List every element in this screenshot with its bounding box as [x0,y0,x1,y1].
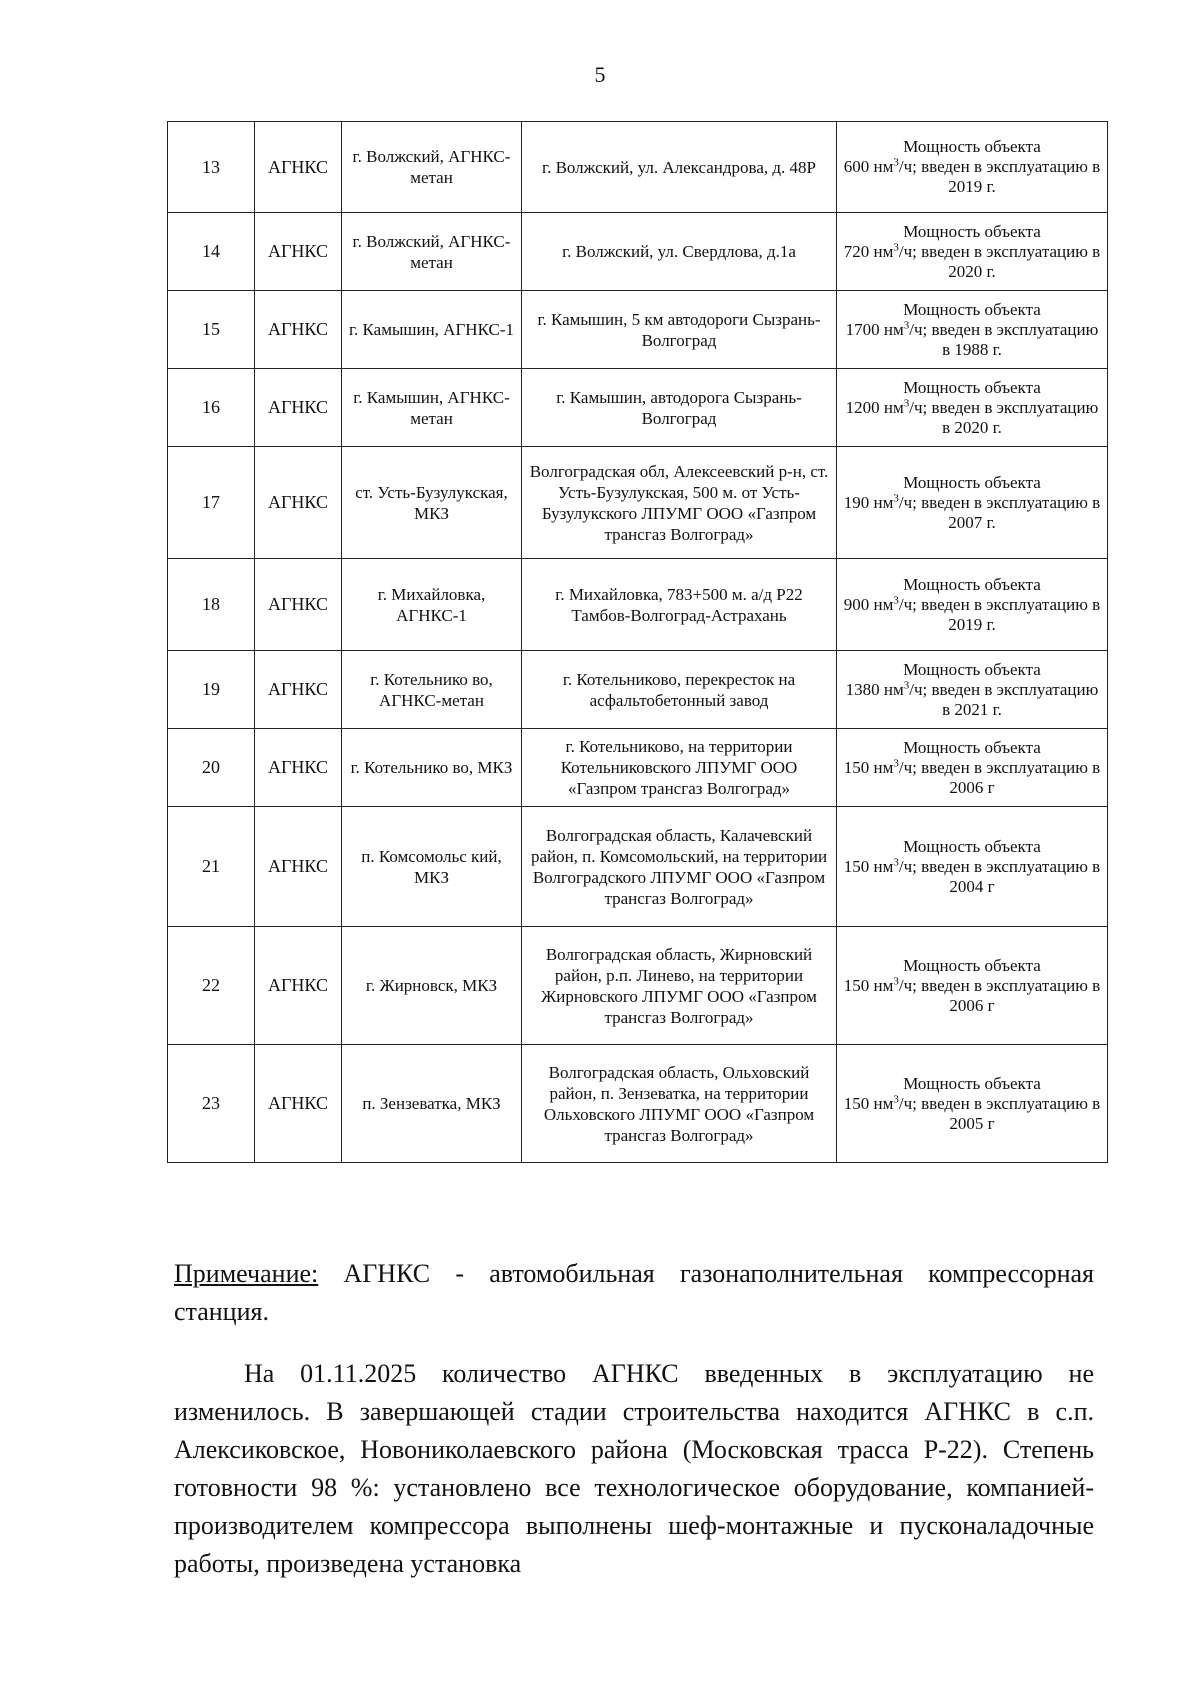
capacity-title: Мощность объекта [903,377,1041,397]
table-row [168,927,1108,1045]
station-capacity: Мощность объекта 150 $нм^3/ч$; введен в эксплуатацию в 2004 г [837,807,1108,927]
capacity-unit: /ч; введен в эксплуатацию в 2019 г. [898,594,1101,634]
station-capacity: Мощность объекта 150 $нм^3/ч$; введен в эксплуатацию в 2006 г [837,729,1108,807]
station-address: Волгоградская обл, Алексеевский р-н, ст. Усть-Бузулукская, 500 м. от Усть-Бузулукского ЛПУМГ ООО «Газпром трансгаз Волгоград» [522,447,837,559]
station-address: г. Михайловка, 783+500 м. а/д Р22 Тамбов-Волгоград-Астрахань [522,559,837,651]
capacity-title: Мощность объекта [903,737,1041,757]
row-number: 21 [168,807,255,927]
station-type: АГНКС [255,651,342,729]
station-name: г. Волжский, АГНКС-метан [342,122,522,213]
station-name: п. Комсомольс кий, МКЗ [342,807,522,927]
capacity-value: 900 нм [843,594,894,614]
station-capacity: Мощность объекта 1200 $нм^3/ч$; введен в эксплуатацию в 2020 г. [837,369,1108,447]
station-capacity: Мощность объекта 150 $нм^3/ч$; введен в эксплуатацию в 2005 г [837,1045,1108,1163]
capacity-value: 1200 нм [845,397,904,417]
capacity-title: Мощность объекта [903,1073,1041,1093]
page-number: 5 [594,62,606,87]
station-address: г. Волжский, ул. Свердлова, д.1а [522,213,837,291]
row-number: 19 [168,651,255,729]
capacity-value: 1700 нм [845,319,904,339]
capacity-title: Мощность объекта [903,574,1041,594]
row-number: 16 [168,369,255,447]
station-type: АГНКС [255,213,342,291]
station-address: Волгоградская область, Жирновский район, р.п. Линево, на территории Жирновского ЛПУМГ ООО «Газпром трансгаз Волгоград» [522,927,837,1045]
table-row [168,651,1108,729]
capacity-title: Мощность объекта [903,955,1041,975]
note-label: Примечание: [174,1259,319,1288]
station-type: АГНКС [255,1045,342,1163]
note-text: АГНКС - автомобильная газонаполнительная компрессорная станция. [174,1259,1095,1326]
station-address: г. Камышин, автодорога Сызрань-Волгоград [522,369,837,447]
station-name: г. Камышин, АГНКС-1 [342,291,522,369]
capacity-unit: /ч; введен в эксплуатацию в 2021 г. [909,679,1099,719]
station-capacity: Мощность объекта 720 $нм^3/ч$; введен в эксплуатацию в 2020 г. [837,213,1108,291]
station-capacity: Мощность объекта 600 $нм^3/ч$; введен в эксплуатацию в 2019 г. [837,122,1108,213]
station-type: АГНКС [255,291,342,369]
capacity-value: 150 нм [843,856,894,876]
row-number: 22 [168,927,255,1045]
row-number: 13 [168,122,255,213]
capacity-unit: /ч; введен в эксплуатацию в 2004 г [898,856,1101,896]
table-row [168,559,1108,651]
capacity-value: 150 нм [843,757,894,777]
station-capacity: Мощность объекта 900 $нм^3/ч$; введен в эксплуатацию в 2019 г. [837,559,1108,651]
capacity-title: Мощность объекта [903,299,1041,319]
capacity-unit: /ч; введен в эксплуатацию в 2020 г. [909,397,1099,437]
station-name: г. Волжский, АГНКС-метан [342,213,522,291]
capacity-title: Мощность объекта [903,836,1041,856]
row-number: 23 [168,1045,255,1163]
table-row [168,369,1108,447]
station-address: г. Камышин, 5 км автодороги Сызрань-Волгоград [522,291,837,369]
row-number: 15 [168,291,255,369]
capacity-unit: /ч; введен в эксплуатацию в 1988 г. [909,319,1099,359]
station-capacity: Мощность объекта 1380 $нм^3/ч$; введен в эксплуатацию в 2021 г. [837,651,1108,729]
capacity-unit: /ч; введен в эксплуатацию в 2006 г [898,757,1101,797]
table-row [168,447,1108,559]
station-type: АГНКС [255,807,342,927]
station-address: г. Волжский, ул. Александрова, д. 48Р [522,122,837,213]
station-type: АГНКС [255,927,342,1045]
stations-table [167,121,1108,1163]
row-number: 14 [168,213,255,291]
capacity-value: 600 нм [843,157,894,176]
table-row [168,213,1108,291]
row-number: 17 [168,447,255,559]
table-row [168,122,1108,213]
capacity-value: 150 нм [843,1093,894,1113]
capacity-title: Мощность объекта [903,472,1041,492]
table-row [168,807,1108,927]
table-row [168,729,1108,807]
capacity-unit: /ч; введен в эксплуатацию в 2019 г. [898,157,1101,196]
body-paragraph [174,1355,1094,1583]
station-capacity: Мощность объекта 150 $нм^3/ч$; введен в эксплуатацию в 2006 г [837,927,1108,1045]
station-address: Волгоградская область, Ольховский район, п. Зензеватка, на территории Ольховского ЛПУМГ ООО «Газпром трансгаз Волгоград» [522,1045,837,1163]
capacity-value: 190 нм [843,492,894,512]
station-name: ст. Усть-Бузулукская, МКЗ [342,447,522,559]
station-address: г. Котельниково, на территории Котельниковского ЛПУМГ ООО «Газпром трансгаз Волгоград» [522,729,837,807]
station-address: Волгоградская область, Калачевский район, п. Комсомольский, на территории Волгоградского ЛПУМГ ООО «Газпром трансгаз Волгоград» [522,807,837,927]
capacity-title: Мощность объекта [903,137,1041,156]
capacity-unit: /ч; введен в эксплуатацию в 2005 г [898,1093,1101,1133]
capacity-unit: /ч; введен в эксплуатацию в 2006 г [898,975,1101,1015]
capacity-title: Мощность объекта [903,221,1041,241]
station-name: п. Зензеватка, МКЗ [342,1045,522,1163]
station-type: АГНКС [255,122,342,213]
station-address: г. Котельниково, перекресток на асфальтобетонный завод [522,651,837,729]
station-name: г. Камышин, АГНКС-метан [342,369,522,447]
capacity-value: 1380 нм [845,679,904,699]
capacity-title: Мощность объекта [903,659,1041,679]
paragraph-text: На 01.11.2025 количество АГНКС введенных в эксплуатацию не изменилось. В завершающей стадии строительства находится АГНКС в с.п. Алексиковское, Новониколаевского района (Московская трасса Р-22). Степень готовности 98 %: установлено все технологическое оборудование, компанией-производителем компрессора выполнены шеф-монтажные и пусконаладочные работы, произведена установка [174,1359,1094,1578]
capacity-value: 720 нм [843,241,894,261]
capacity-unit: /ч; введен в эксплуатацию в 2020 г. [898,241,1101,281]
station-type: АГНКС [255,447,342,559]
table-row [168,1045,1108,1163]
capacity-unit: /ч; введен в эксплуатацию в 2007 г. [898,492,1101,532]
table-row [168,291,1108,369]
station-name: г. Михайловка, АГНКС-1 [342,559,522,651]
station-name: г. Жирновск, МКЗ [342,927,522,1045]
station-name: г. Котельнико во, АГНКС-метан [342,651,522,729]
station-capacity: Мощность объекта 1700 $нм^3/ч$; введен в эксплуатацию в 1988 г. [837,291,1108,369]
row-number: 20 [168,729,255,807]
station-name: г. Котельнико во, МКЗ [342,729,522,807]
station-type: АГНКС [255,369,342,447]
station-type: АГНКС [255,729,342,807]
station-capacity: Мощность объекта 190 $нм^3/ч$; введен в эксплуатацию в 2007 г. [837,447,1108,559]
capacity-value: 150 нм [843,975,894,995]
note [174,1255,1094,1331]
station-type: АГНКС [255,559,342,651]
row-number: 18 [168,559,255,651]
